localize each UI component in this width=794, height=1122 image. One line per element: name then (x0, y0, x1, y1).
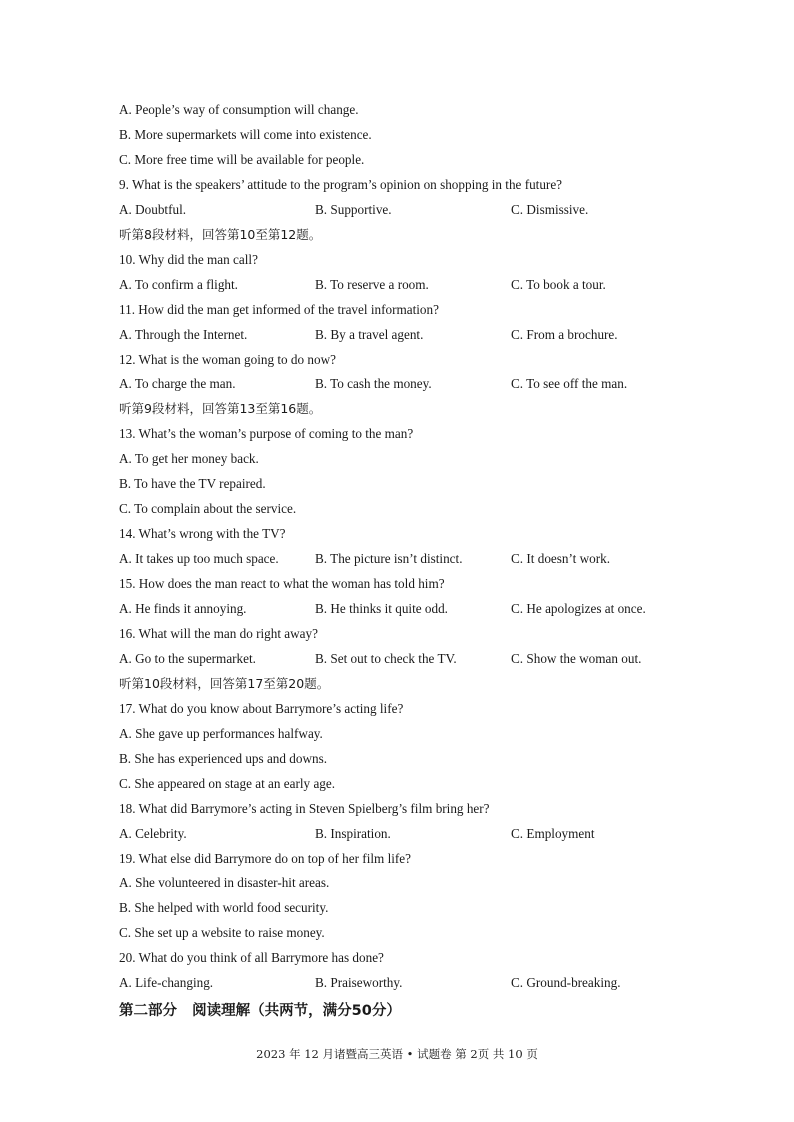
question-line: 12. What is the woman going to do now? (119, 351, 336, 367)
answer-option: B. Praiseworthy. (315, 975, 403, 991)
answer-option: C. Ground-breaking. (511, 975, 621, 991)
answer-option: C. To see off the man. (511, 376, 628, 392)
option-row (119, 277, 679, 293)
answer-option: C. Show the woman out. (511, 650, 642, 666)
question-line: 14. What’s wrong with the TV? (119, 526, 286, 542)
question-line: A. She volunteered in disaster-hit areas. (119, 875, 330, 891)
answer-option: A. To confirm a flight. (119, 276, 238, 292)
question-line: 10. Why did the man call? (119, 251, 258, 267)
question-line: B. More supermarkets will come into existence. (119, 126, 372, 142)
answer-option: A. Go to the supermarket. (119, 650, 256, 666)
answer-option: C. It doesn’t work. (511, 551, 611, 567)
question-line: B. She has experienced ups and downs. (119, 750, 328, 766)
option-row (119, 975, 679, 991)
question-line: A. To get her money back. (119, 451, 259, 467)
question-line: C. She appeared on stage at an early age. (119, 775, 336, 791)
option-row (119, 202, 679, 218)
answer-option: B. Inspiration. (315, 825, 391, 841)
question-line: B. To have the TV repaired. (119, 476, 266, 492)
answer-option: C. From a brochure. (511, 326, 618, 342)
question-line: A. People’s way of consumption will change. (119, 102, 359, 117)
answer-option: A. Life-changing. (119, 975, 214, 991)
option-row (119, 327, 679, 343)
answer-option: A. He finds it annoying. (119, 601, 247, 616)
question-line: 9. What is the speakers’ attitude to the program’s opinion on shopping in the future? (119, 176, 563, 192)
section-heading: 第二部分 阅读理解（共两节，满分50分） (119, 1003, 401, 1019)
answer-option: A. Through the Internet. (119, 326, 248, 342)
option-row (119, 826, 679, 842)
answer-option: C. Dismissive. (511, 201, 589, 217)
question-line: C. More free time will be available for people. (119, 151, 365, 167)
option-row (119, 601, 679, 617)
answer-option: C. To book a tour. (511, 276, 606, 292)
question-line: 20. What do you think of all Barrymore has done? (119, 950, 384, 966)
question-line: A. She gave up performances halfway. (119, 725, 323, 741)
answer-option: B. The picture isn’t distinct. (315, 551, 463, 567)
answer-option: B. To cash the money. (315, 376, 432, 392)
question-line: 18. What did Barrymore’s acting in Steven Spielberg’s film bring her? (119, 800, 490, 816)
answer-option: B. By a travel agent. (315, 326, 424, 342)
answer-option: A. Celebrity. (119, 825, 187, 841)
option-row (119, 376, 679, 392)
question-line: 19. What else did Barrymore do on top of her film life? (119, 850, 411, 866)
option-row (119, 551, 679, 567)
answer-option: B. To reserve a room. (315, 276, 429, 292)
answer-option: C. Employment (511, 825, 595, 841)
answer-option: B. Supportive. (315, 201, 392, 217)
question-line: 11. How did the man get informed of the travel information? (119, 301, 439, 317)
answer-option: B. Set out to check the TV. (315, 650, 457, 666)
question-line: 13. What’s the woman’s purpose of coming to the man? (119, 426, 414, 442)
page-footer: 2023 年 12 月诸暨高三英语 • 试题卷 第 2页 共 10 页 (256, 1047, 538, 1061)
question-line: 15. How does the man react to what the woman has told him? (119, 576, 445, 592)
question-line: C. She set up a website to raise money. (119, 925, 325, 941)
question-line: C. To complain about the service. (119, 501, 297, 517)
answer-option: B. He thinks it quite odd. (315, 601, 448, 616)
answer-option: A. It takes up too much space. (119, 551, 279, 567)
section-instruction: 听第9段材料，回答第13至第16题。 (119, 401, 322, 417)
question-line: B. She helped with world food security. (119, 900, 329, 916)
answer-option: C. He apologizes at once. (511, 601, 646, 616)
question-line: 16. What will the man do right away? (119, 625, 318, 641)
section-instruction: 听第8段材料，回答第10至第12题。 (119, 226, 322, 242)
question-line: 17. What do you know about Barrymore’s acting life? (119, 700, 404, 716)
answer-option: A. To charge the man. (119, 376, 236, 392)
section-instruction: 听第10段材料，回答第17至第20题。 (119, 675, 330, 691)
option-row (119, 651, 679, 667)
answer-option: A. Doubtful. (119, 201, 187, 217)
